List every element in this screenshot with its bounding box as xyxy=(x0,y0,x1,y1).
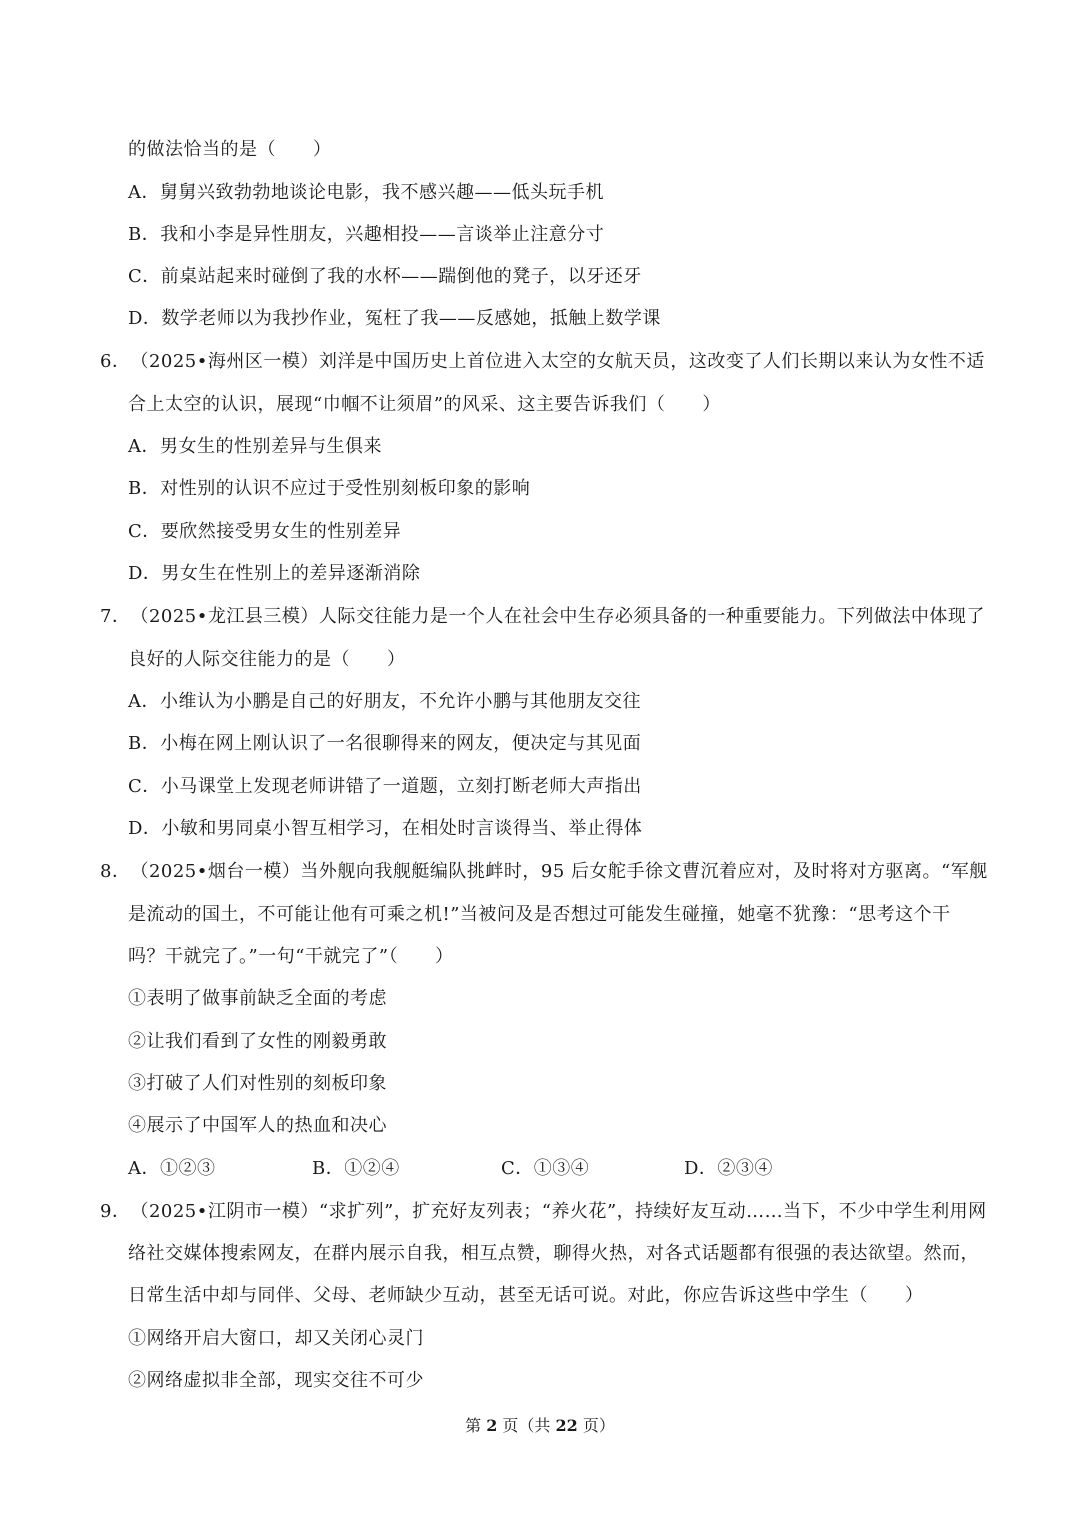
q9-stem-line2: 络社交媒体搜索网友，在群内展示自我，相互点赞，聊得火热，对各式话题都有很强的表达欲望。然而， xyxy=(128,1243,979,1264)
q5-option-b: B．我和小李是异性朋友，兴趣相投——言谈举止注意分寸 xyxy=(128,224,605,245)
q9-statement-2: ②网络虚拟非全部，现实交往不可少 xyxy=(128,1370,424,1391)
q9-stem-line3: 日常生活中却与同伴、父母、老师缺少互动，甚至无话可说。对此，你应告诉这些中学生（ ） xyxy=(128,1285,924,1306)
q6-option-d: D．男女生在性别上的差异逐渐消除 xyxy=(128,563,421,584)
q6-option-b: B．对性别的认识不应过于受性别刻板印象的影响 xyxy=(128,478,531,499)
q7-option-c: C．小马课堂上发现老师讲错了一道题，立刻打断老师大声指出 xyxy=(128,776,642,797)
q8-statement-2: ②让我们看到了女性的刚毅勇敢 xyxy=(128,1031,387,1052)
q8-number: 8． xyxy=(100,861,131,882)
q6-stem-line1 xyxy=(100,350,985,374)
q9-statement-1: ①网络开启大窗口，却又关闭心灵门 xyxy=(128,1328,424,1349)
q5-option-c: C．前桌站起来时碰倒了我的水杯——踹倒他的凳子，以牙还牙 xyxy=(128,266,642,287)
q5-option-a: A．舅舅兴致勃勃地谈论电影，我不感兴趣——低头玩手机 xyxy=(128,182,604,203)
q9-stem-line1 xyxy=(100,1200,987,1224)
q8-choice-b: B．①②④ xyxy=(312,1158,400,1179)
q7-stem-line1 xyxy=(100,605,985,629)
q8-stem-line1 xyxy=(100,860,988,884)
page-footer xyxy=(0,1415,1080,1437)
q7-option-b: B．小梅在网上刚认识了一名很聊得来的网友，便决定与其见面 xyxy=(128,733,642,754)
q9-number: 9． xyxy=(100,1201,131,1222)
q8-statement-3: ③打破了人们对性别的刻板印象 xyxy=(128,1073,387,1094)
footer-prefix: 第 xyxy=(465,1416,482,1435)
q8-statement-1: ①表明了做事前缺乏全面的考虑 xyxy=(128,988,387,1009)
q7-option-a: A．小维认为小鹏是自己的好朋友，不允许小鹏与其他朋友交往 xyxy=(128,691,641,712)
q6-option-a: A．男女生的性别差异与生俱来 xyxy=(128,436,382,457)
q8-choice-c: C．①③④ xyxy=(501,1158,590,1179)
q7-stem-line2: 良好的人际交往能力的是（ ） xyxy=(128,649,406,670)
q6-stem-line2: 合上太空的认识，展现“巾帼不让须眉”的风采、这主要告诉我们（ ） xyxy=(128,394,721,415)
footer-total-pages: 22 xyxy=(555,1416,578,1435)
q6-number: 6． xyxy=(100,351,131,372)
footer-middle: 页（共 xyxy=(502,1416,551,1435)
q5-option-d: D．数学老师以为我抄作业，冤枉了我——反感她，抵触上数学课 xyxy=(128,308,661,329)
footer-page-number: 2 xyxy=(486,1416,498,1435)
q7-stem-text-1: （2025•龙江县三模）人际交往能力是一个人在社会中生存必须具备的一种重要能力。下列做法中体现了 xyxy=(130,606,985,627)
q8-stem-line3: 吗？干就完了。”一句“干就完了”（ ） xyxy=(128,946,454,967)
q8-stem-text-1: （2025•烟台一模）当外舰向我舰艇编队挑衅时，95 后女舵手徐文曹沉着应对，及时将对方驱离。“军舰 xyxy=(130,861,988,882)
q7-option-d: D．小敏和男同桌小智互相学习，在相处时言谈得当、举止得体 xyxy=(128,818,643,839)
q8-choice-d: D．②③④ xyxy=(684,1158,773,1179)
footer-suffix: 页） xyxy=(582,1416,615,1435)
q6-option-c: C．要欣然接受男女生的性别差异 xyxy=(128,521,402,542)
q8-choice-a: A．①②③ xyxy=(128,1158,216,1179)
q6-stem-text-1: （2025•海州区一模）刘洋是中国历史上首位进入太空的女航天员，这改变了人们长期以来认为女性不适 xyxy=(130,351,985,372)
q8-statement-4: ④展示了中国军人的热血和决心 xyxy=(128,1115,387,1136)
q5-stem-tail: 的做法恰当的是（ ） xyxy=(128,139,332,160)
q8-stem-line2: 是流动的国土，不可能让他有可乘之机!”当被问及是否想过可能发生碰撞，她毫不犹豫：“思考这个干 xyxy=(128,904,951,925)
q9-stem-text-1: （2025•江阴市一模）“求扩列”，扩充好友列表；“养火花”，持续好友互动……当下，不少中学生利用网 xyxy=(130,1201,987,1222)
q7-number: 7． xyxy=(100,606,131,627)
